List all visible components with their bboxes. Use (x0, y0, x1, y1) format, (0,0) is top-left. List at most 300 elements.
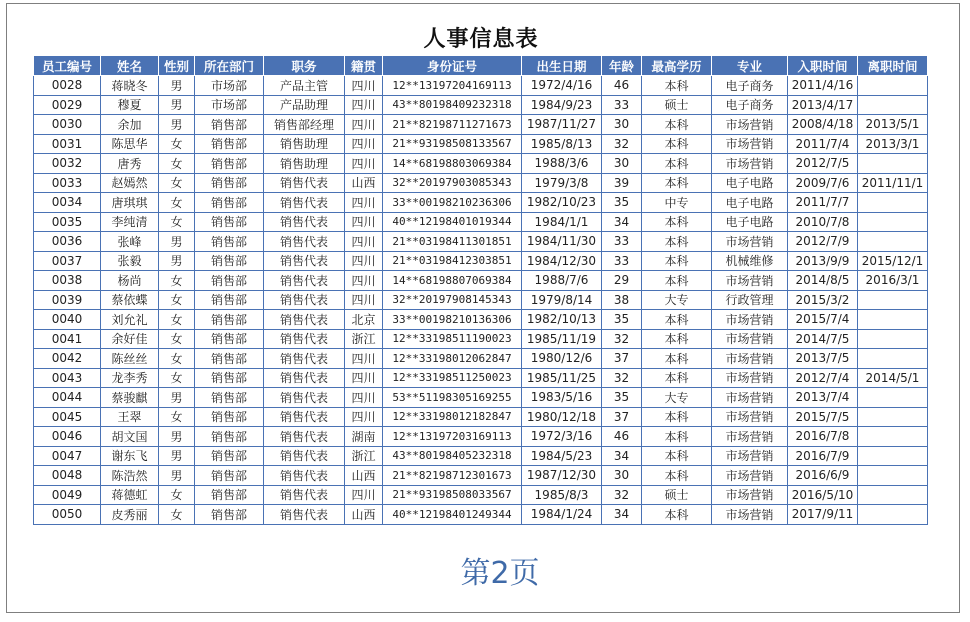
table-cell: 本科 (642, 407, 712, 427)
table-cell: 2013/7/4 (788, 388, 858, 408)
table-cell: 销售部 (195, 271, 264, 291)
table-cell: 销售代表 (264, 485, 345, 505)
table-cell: 男 (159, 446, 195, 466)
table-cell: 市场营销 (712, 115, 788, 135)
table-cell: 32**20197908145343 (383, 290, 522, 310)
table-cell: 市场营销 (712, 427, 788, 447)
table-cell: 1982/10/13 (522, 310, 602, 330)
table-cell: 12**33198511250023 (383, 368, 522, 388)
table-cell: 销售代表 (264, 251, 345, 271)
table-cell (858, 193, 928, 213)
table-cell: 37 (602, 349, 642, 369)
table-row (34, 310, 928, 330)
table-cell: 销售代表 (264, 388, 345, 408)
table-cell: 21**93198508133567 (383, 134, 522, 154)
table-cell: 销售代表 (264, 290, 345, 310)
table-cell: 1984/1/24 (522, 505, 602, 525)
table-cell: 市场营销 (712, 310, 788, 330)
table-cell: 四川 (345, 485, 383, 505)
table-cell: 陈浩然 (101, 466, 159, 486)
table-cell: 穆夏 (101, 95, 159, 115)
table-cell (858, 76, 928, 96)
table-cell: 1984/1/1 (522, 212, 602, 232)
table-cell: 市场部 (195, 76, 264, 96)
table-cell: 1983/5/16 (522, 388, 602, 408)
table-cell: 销售部 (195, 349, 264, 369)
table-row (34, 251, 928, 271)
table-cell: 女 (159, 173, 195, 193)
table-cell: 本科 (642, 427, 712, 447)
table-cell: 2014/5/1 (858, 368, 928, 388)
table-cell: 2013/9/9 (788, 251, 858, 271)
table-cell: 本科 (642, 154, 712, 174)
column-header: 所在部门 (195, 56, 264, 76)
table-cell: 12**33198012062847 (383, 349, 522, 369)
table-row (34, 407, 928, 427)
table-cell: 2012/7/4 (788, 368, 858, 388)
table-cell: 山西 (345, 466, 383, 486)
table-cell: 2013/7/5 (788, 349, 858, 369)
table-cell: 14**68198803069384 (383, 154, 522, 174)
table-cell: 电子商务 (712, 95, 788, 115)
table-cell: 女 (159, 368, 195, 388)
table-row (34, 134, 928, 154)
table-cell: 销售代表 (264, 329, 345, 349)
table-cell: 四川 (345, 290, 383, 310)
table-cell: 本科 (642, 466, 712, 486)
table-cell: 46 (602, 427, 642, 447)
table-cell: 四川 (345, 271, 383, 291)
table-cell: 大专 (642, 290, 712, 310)
table-cell (858, 505, 928, 525)
table-cell: 销售部 (195, 290, 264, 310)
table-cell: 2013/5/1 (858, 115, 928, 135)
table-cell: 唐琪琪 (101, 193, 159, 213)
table-cell: 男 (159, 115, 195, 135)
table-cell: 40**12198401019344 (383, 212, 522, 232)
table-cell: 2015/3/2 (788, 290, 858, 310)
table-cell: 市场营销 (712, 368, 788, 388)
table-cell: 张峰 (101, 232, 159, 252)
table-cell: 销售部 (195, 407, 264, 427)
table-cell: 2008/4/18 (788, 115, 858, 135)
table-cell: 0049 (34, 485, 101, 505)
table-cell: 本科 (642, 446, 712, 466)
table-cell: 销售部 (195, 193, 264, 213)
table-cell: 女 (159, 407, 195, 427)
table-cell: 21**93198508033567 (383, 485, 522, 505)
table-cell: 销售代表 (264, 466, 345, 486)
table-cell: 12**33198511190023 (383, 329, 522, 349)
table-cell: 32**20197903085343 (383, 173, 522, 193)
table-cell: 本科 (642, 349, 712, 369)
table-cell: 0045 (34, 407, 101, 427)
table-cell: 1987/12/30 (522, 466, 602, 486)
table-cell: 四川 (345, 388, 383, 408)
table-cell: 山西 (345, 505, 383, 525)
column-header: 姓名 (101, 56, 159, 76)
table-row (34, 115, 928, 135)
table-cell: 30 (602, 154, 642, 174)
table-cell: 2016/6/9 (788, 466, 858, 486)
table-cell: 43**80198409232318 (383, 95, 522, 115)
table-cell: 市场部 (195, 95, 264, 115)
table-cell: 14**68198807069384 (383, 271, 522, 291)
table-cell: 1984/11/30 (522, 232, 602, 252)
table-cell: 销售代表 (264, 446, 345, 466)
table-cell: 市场营销 (712, 407, 788, 427)
table-cell: 0033 (34, 173, 101, 193)
table-cell: 女 (159, 271, 195, 291)
table-cell: 销售部 (195, 173, 264, 193)
table-cell: 刘允礼 (101, 310, 159, 330)
table-cell: 四川 (345, 154, 383, 174)
table-cell: 女 (159, 505, 195, 525)
table-cell (858, 446, 928, 466)
table-cell: 电子商务 (712, 76, 788, 96)
table-cell: 本科 (642, 505, 712, 525)
table-cell: 40**12198401249344 (383, 505, 522, 525)
table-cell: 29 (602, 271, 642, 291)
table-cell: 销售代表 (264, 407, 345, 427)
table-cell: 女 (159, 154, 195, 174)
table-row (34, 446, 928, 466)
column-header: 年龄 (602, 56, 642, 76)
table-cell: 男 (159, 427, 195, 447)
table-cell: 1980/12/6 (522, 349, 602, 369)
table-cell: 21**82198711271673 (383, 115, 522, 135)
table-cell: 本科 (642, 212, 712, 232)
table-cell: 销售部 (195, 115, 264, 135)
table-cell: 34 (602, 212, 642, 232)
table-cell: 唐秀 (101, 154, 159, 174)
table-cell: 湖南 (345, 427, 383, 447)
table-row (34, 193, 928, 213)
table-cell (858, 310, 928, 330)
table-cell: 2016/7/8 (788, 427, 858, 447)
table-cell: 销售部 (195, 251, 264, 271)
table-cell: 赵嫣然 (101, 173, 159, 193)
table-cell: 0048 (34, 466, 101, 486)
table-cell: 市场营销 (712, 349, 788, 369)
table-cell: 销售代表 (264, 212, 345, 232)
table-cell: 21**03198412303851 (383, 251, 522, 271)
table-cell: 杨尚 (101, 271, 159, 291)
table-cell: 43**80198405232318 (383, 446, 522, 466)
table-cell: 浙江 (345, 446, 383, 466)
column-header: 最高学历 (642, 56, 712, 76)
table-cell: 市场营销 (712, 466, 788, 486)
table-cell: 2016/3/1 (858, 271, 928, 291)
table-cell: 0046 (34, 427, 101, 447)
table-cell: 机械维修 (712, 251, 788, 271)
table-cell: 0029 (34, 95, 101, 115)
table-cell: 2013/3/1 (858, 134, 928, 154)
table-cell: 1979/3/8 (522, 173, 602, 193)
table-cell: 产品主管 (264, 76, 345, 96)
table-cell: 四川 (345, 76, 383, 96)
table-cell: 2016/5/10 (788, 485, 858, 505)
table-cell: 35 (602, 193, 642, 213)
table-cell: 本科 (642, 251, 712, 271)
table-cell: 2015/12/1 (858, 251, 928, 271)
table-cell (858, 95, 928, 115)
table-cell: 销售代表 (264, 271, 345, 291)
table-cell: 33 (602, 232, 642, 252)
table-cell: 21**82198712301673 (383, 466, 522, 486)
table-cell: 0034 (34, 193, 101, 213)
table-row (34, 329, 928, 349)
table-cell: 蒋德虹 (101, 485, 159, 505)
table-cell: 浙江 (345, 329, 383, 349)
table-cell: 1985/8/13 (522, 134, 602, 154)
table-cell: 1987/11/27 (522, 115, 602, 135)
table-cell: 39 (602, 173, 642, 193)
table-cell: 男 (159, 466, 195, 486)
table-cell: 1985/8/3 (522, 485, 602, 505)
table-cell: 0031 (34, 134, 101, 154)
table-cell (858, 154, 928, 174)
table-cell: 产品助理 (264, 95, 345, 115)
table-cell: 1988/7/6 (522, 271, 602, 291)
table-cell (858, 466, 928, 486)
table-cell: 1985/11/25 (522, 368, 602, 388)
table-cell: 0040 (34, 310, 101, 330)
table-cell: 销售部 (195, 329, 264, 349)
table-cell: 皮秀丽 (101, 505, 159, 525)
column-header: 出生日期 (522, 56, 602, 76)
column-header: 职务 (264, 56, 345, 76)
table-cell: 0035 (34, 212, 101, 232)
column-header: 入职时间 (788, 56, 858, 76)
table-row (34, 368, 928, 388)
table-cell: 销售部 (195, 427, 264, 447)
table-cell (858, 349, 928, 369)
table-cell: 销售部 (195, 134, 264, 154)
table-cell: 32 (602, 485, 642, 505)
table-cell: 2013/4/17 (788, 95, 858, 115)
table-cell: 销售部 (195, 232, 264, 252)
table-cell: 销售代表 (264, 349, 345, 369)
column-header: 籍贯 (345, 56, 383, 76)
table-cell (858, 427, 928, 447)
table-cell: 市场营销 (712, 154, 788, 174)
table-cell: 12**33198012182847 (383, 407, 522, 427)
table-cell: 33**00198210236306 (383, 193, 522, 213)
table-cell: 女 (159, 485, 195, 505)
table-cell: 0030 (34, 115, 101, 135)
table-cell: 销售部 (195, 154, 264, 174)
table-cell: 男 (159, 251, 195, 271)
table-cell (858, 388, 928, 408)
table-cell: 2011/11/1 (858, 173, 928, 193)
table-cell: 四川 (345, 407, 383, 427)
table-cell: 35 (602, 388, 642, 408)
table-cell: 21**03198411301851 (383, 232, 522, 252)
table-cell (858, 290, 928, 310)
table-row (34, 212, 928, 232)
table-cell: 张毅 (101, 251, 159, 271)
table-cell: 男 (159, 232, 195, 252)
table-cell: 2015/7/5 (788, 407, 858, 427)
table-cell: 蔡骏麒 (101, 388, 159, 408)
table-cell: 0032 (34, 154, 101, 174)
table-cell: 本科 (642, 232, 712, 252)
table-cell: 硕士 (642, 485, 712, 505)
table-cell: 32 (602, 368, 642, 388)
table-cell: 销售部经理 (264, 115, 345, 135)
table-cell: 山西 (345, 173, 383, 193)
table-cell: 本科 (642, 271, 712, 291)
table-row (34, 290, 928, 310)
table-cell: 市场营销 (712, 134, 788, 154)
table-cell: 北京 (345, 310, 383, 330)
table-cell: 本科 (642, 134, 712, 154)
table-cell: 销售部 (195, 212, 264, 232)
table-row (34, 427, 928, 447)
table-cell: 34 (602, 446, 642, 466)
table-cell: 35 (602, 310, 642, 330)
table-cell: 30 (602, 115, 642, 135)
table-cell: 37 (602, 407, 642, 427)
table-cell: 销售代表 (264, 193, 345, 213)
table-row (34, 271, 928, 291)
table-cell: 2011/7/7 (788, 193, 858, 213)
table-cell: 0047 (34, 446, 101, 466)
table-cell: 本科 (642, 173, 712, 193)
table-cell: 本科 (642, 310, 712, 330)
table-cell: 12**13197204169113 (383, 76, 522, 96)
table-cell: 蔡依蝶 (101, 290, 159, 310)
table-cell: 销售部 (195, 466, 264, 486)
table-cell: 1982/10/23 (522, 193, 602, 213)
table-cell: 中专 (642, 193, 712, 213)
table-row (34, 232, 928, 252)
table-cell: 1984/5/23 (522, 446, 602, 466)
table-cell: 销售代表 (264, 427, 345, 447)
table-cell: 销售部 (195, 368, 264, 388)
table-cell: 销售部 (195, 485, 264, 505)
table-cell: 0039 (34, 290, 101, 310)
table-cell: 0043 (34, 368, 101, 388)
table-cell (858, 232, 928, 252)
table-cell: 电子电路 (712, 173, 788, 193)
table-cell: 四川 (345, 95, 383, 115)
table-cell (858, 212, 928, 232)
table-cell: 0044 (34, 388, 101, 408)
table-cell: 销售代表 (264, 173, 345, 193)
column-header: 离职时间 (858, 56, 928, 76)
table-cell: 谢东飞 (101, 446, 159, 466)
page-number: 第2页 (460, 556, 540, 591)
table-cell: 1972/4/16 (522, 76, 602, 96)
table-row (34, 76, 928, 96)
table-cell: 30 (602, 466, 642, 486)
table-cell: 46 (602, 76, 642, 96)
table-cell: 销售代表 (264, 232, 345, 252)
table-cell: 本科 (642, 368, 712, 388)
table-cell: 四川 (345, 251, 383, 271)
table-cell: 销售部 (195, 446, 264, 466)
table-cell: 0038 (34, 271, 101, 291)
table-cell: 四川 (345, 115, 383, 135)
table-cell: 女 (159, 193, 195, 213)
table-cell: 33**00198210136306 (383, 310, 522, 330)
table-cell: 蒋晓冬 (101, 76, 159, 96)
table-cell: 33 (602, 95, 642, 115)
table-cell: 2010/7/8 (788, 212, 858, 232)
table-cell: 男 (159, 76, 195, 96)
table-cell: 女 (159, 310, 195, 330)
table-cell: 0037 (34, 251, 101, 271)
table-cell: 1979/8/14 (522, 290, 602, 310)
table-cell: 0041 (34, 329, 101, 349)
table-row (34, 154, 928, 174)
table-cell: 53**51198305169255 (383, 388, 522, 408)
table-cell: 市场营销 (712, 329, 788, 349)
table-row (34, 466, 928, 486)
table-cell: 余加 (101, 115, 159, 135)
table-cell: 2009/7/6 (788, 173, 858, 193)
table-cell: 陈思华 (101, 134, 159, 154)
table-cell: 1984/12/30 (522, 251, 602, 271)
table-row (34, 349, 928, 369)
table-cell: 1972/3/16 (522, 427, 602, 447)
table-cell: 38 (602, 290, 642, 310)
table-cell: 女 (159, 134, 195, 154)
table-cell: 33 (602, 251, 642, 271)
table-cell: 王翠 (101, 407, 159, 427)
table-cell: 32 (602, 134, 642, 154)
table-cell: 大专 (642, 388, 712, 408)
table-cell: 四川 (345, 368, 383, 388)
table-cell: 市场营销 (712, 485, 788, 505)
table-cell: 2015/7/4 (788, 310, 858, 330)
table-cell: 0028 (34, 76, 101, 96)
table-cell: 本科 (642, 115, 712, 135)
table-cell: 2014/7/5 (788, 329, 858, 349)
table-cell: 本科 (642, 76, 712, 96)
table-cell: 余好佳 (101, 329, 159, 349)
table-cell: 2011/4/16 (788, 76, 858, 96)
table-cell: 市场营销 (712, 271, 788, 291)
table-cell: 2016/7/9 (788, 446, 858, 466)
table-cell: 男 (159, 95, 195, 115)
table-cell: 销售部 (195, 388, 264, 408)
personnel-table (33, 55, 928, 525)
table-cell: 销售代表 (264, 310, 345, 330)
table-cell: 销售部 (195, 505, 264, 525)
table-cell: 2012/7/5 (788, 154, 858, 174)
table-cell: 0036 (34, 232, 101, 252)
table-cell: 市场营销 (712, 446, 788, 466)
table-cell: 销售代表 (264, 505, 345, 525)
table-row (34, 95, 928, 115)
column-header: 员工编号 (34, 56, 101, 76)
table-cell (858, 407, 928, 427)
table-cell: 32 (602, 329, 642, 349)
table-cell: 市场营销 (712, 505, 788, 525)
table-cell: 1985/11/19 (522, 329, 602, 349)
table-body (34, 76, 928, 525)
table-cell: 销售部 (195, 310, 264, 330)
table-cell: 胡文国 (101, 427, 159, 447)
table-cell: 女 (159, 290, 195, 310)
column-header: 性别 (159, 56, 195, 76)
table-cell: 0042 (34, 349, 101, 369)
table-cell: 陈丝丝 (101, 349, 159, 369)
table-row (34, 485, 928, 505)
